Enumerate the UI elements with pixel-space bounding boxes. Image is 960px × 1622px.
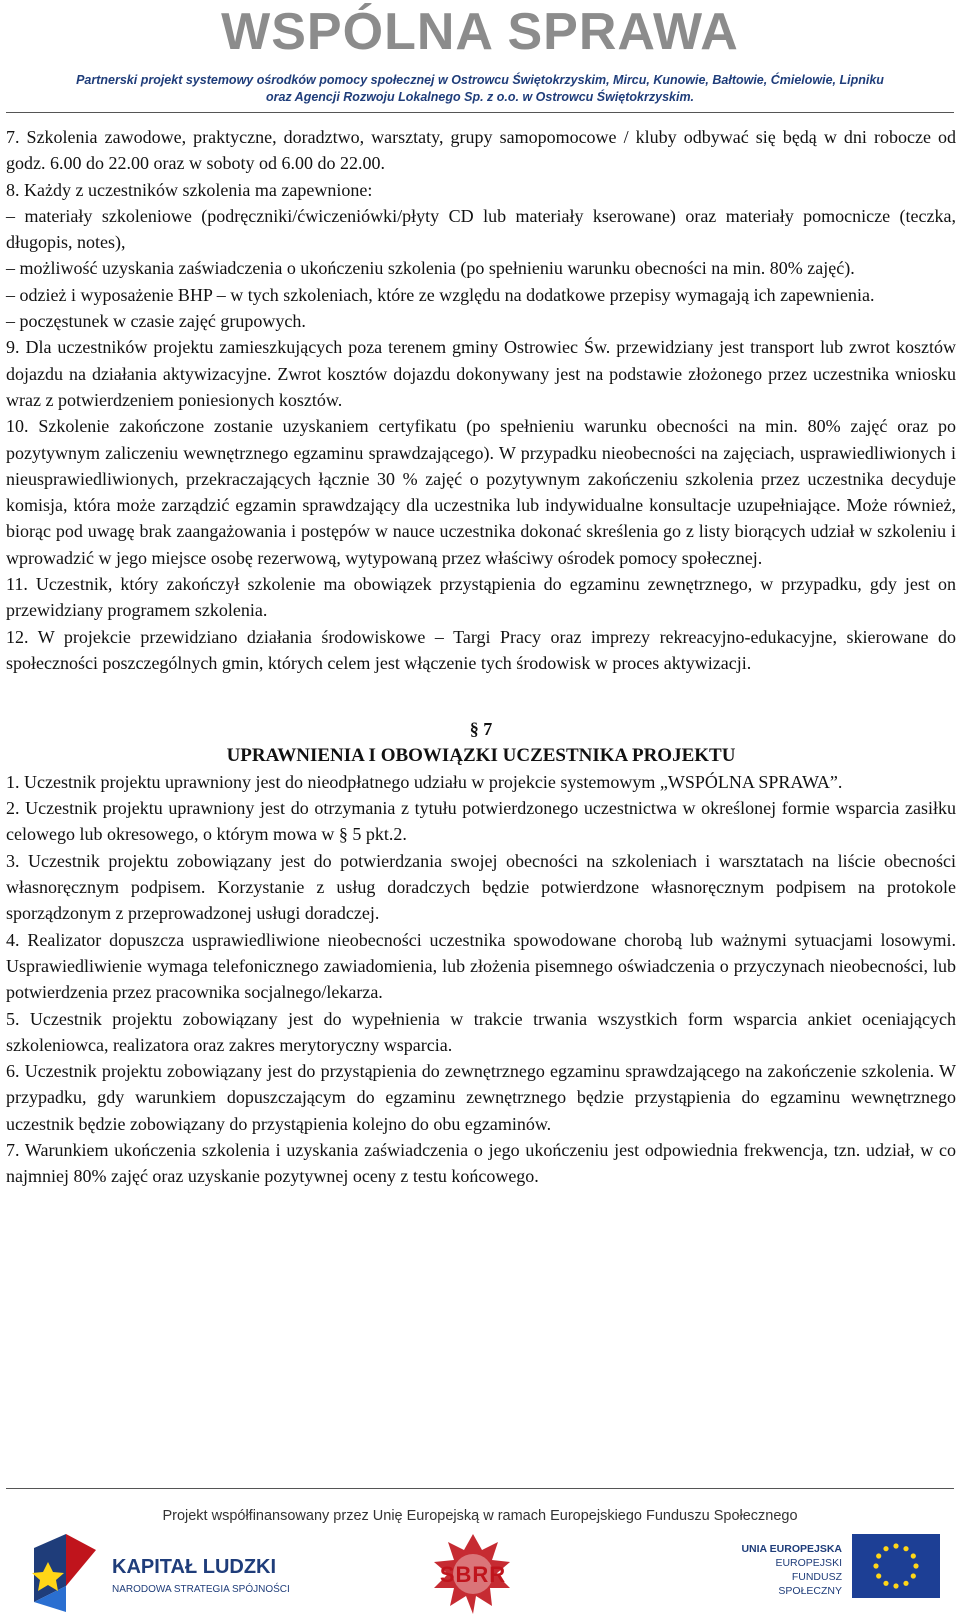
- list-item: – odzież i wyposażenie BHP – w tych szkoleniach, które ze względu na dodatkowe przepisy wymagają ich zapewnienia.: [6, 284, 875, 305]
- sbrr-logo: [418, 1530, 528, 1616]
- paragraph: 11. Uczestnik, który zakończył szkolenie ma obowiązek przystąpienia do egzaminu zewnętrznego, w przypadku, gdy jest on przewidziany programem szkolenia.: [6, 574, 956, 621]
- list-item: – materiały szkoleniowe (podręczniki/ćwiczeniówki/płyty CD lub materiały kserowane) oraz materiały pomocnicze (teczka, długopis, notes),: [6, 205, 956, 253]
- header-divider: [6, 112, 954, 113]
- paragraph: 10. Szkolenie zakończone zostanie uzyskaniem certyfikatu (po spełnieniu warunku obecności na min. 80% zajęć oraz po pozytywnym zaliczeniu wewnętrznego egzaminu sprawdzającego). W przypadku nieobecności na zajęciach, usprawiedliwionych i nieusprawiedliwionych, przekraczających łącznie 30 % zajęć o pozytywnym zakończeniu szkolenia przez uczestnika decyduje komisja, która może zarządzić egzamin sprawdzający dla uczestnika lub indywidualne konsultacje uzupełniające. Może również, biorąc pod uwagę brak zaangażowania i postępów w nauce uczestnika dokonać skreślenia go z listy biorących udział w szkoleniu i wprowadzić w jego miejsce osobę rezerwową, wytypowaną przez właściwy ośrodek pomocy społecznej.: [6, 416, 956, 568]
- partner-line-2: oraz Agencji Rozwoju Lokalnego Sp. z o.o. w Ostrowcu Świętokrzyskim.: [265, 90, 695, 104]
- document-body: [6, 124, 956, 1190]
- paragraph: 7. Szkolenia zawodowe, praktyczne, doradztwo, warsztaty, grupy samopomocowe / kluby odbywać się będą w dni robocze od godz. 6.00 do 22.00 oraz w soboty od 6.00 do 22.00.: [6, 127, 956, 174]
- paragraph: 5. Uczestnik projektu zobowiązany jest do wypełnienia w trakcie trwania wszystkich form wsparcia ankiet oceniających szkoleniowca, realizatora oraz zakres merytoryczny wsparcia.: [6, 1008, 956, 1055]
- eu-logo: [730, 1534, 940, 1614]
- kapital-ludzki-icon: [26, 1528, 106, 1616]
- kapital-ludzki-logo: [26, 1528, 296, 1616]
- kapital-ludzki-title: KAPITAŁ LUDZKI: [112, 1556, 277, 1578]
- paragraph: 6. Uczestnik projektu zobowiązany jest do przystąpienia do zewnętrznego egzaminu sprawdzającego na zakończenie szkolenia. W przypadku, gdy warunkiem dopuszczającym do egzaminu zewnętrznego będzie przystąpienia do egzaminu wewnętrznego uczestnik będzie zobowiązany do przystąpienia kolejno do obu egzaminów.: [6, 1061, 956, 1134]
- partner-line-1: Partnerski projekt systemowy ośrodków pomocy społecznej w Ostrowcu Świętokrzyskim, Mircu, Kunowie, Bałtowie, Ćmielowie, Lipniku: [76, 73, 884, 87]
- list-item: – możliwość uzyskania zaświadczenia o ukończeniu szkolenia (po spełnieniu warunku obecności na min. 80% zajęć).: [6, 258, 855, 279]
- section-number: § 7: [469, 719, 493, 740]
- paragraph: 1. Uczestnik projektu uprawniony jest do nieodpłatnego udziału w projekcie systemowym „WSPÓLNA SPRAWA”.: [6, 771, 843, 792]
- paragraph: 4. Realizator dopuszcza usprawiedliwione nieobecności uczestnika spowodowane chorobą lub ważnymi sytuacjami losowymi. Usprawiedliwienie wymaga telefonicznego zawiadomienia, lub złożenia pisemnego oświadczenia o przyczynach nieobecności, lub potwierdzenia przez pracownika socjalnego/lekarza.: [6, 929, 956, 1003]
- paragraph: 2. Uczestnik projektu uprawniony jest do otrzymania z tytułu potwierdzonego uczestnictwa w określonej formie wsparcia zasiłku celowego lub okresowego, o którym mowa w § 5 pkt.2.: [6, 798, 956, 845]
- paragraph: 12. W projekcie przewidziano działania środowiskowe – Targi Pracy oraz imprezy rekreacyjno-edukacyjne, skierowane do społeczności poszczególnych gmin, których celem jest włączenie tych środowisk w proces aktywizacji.: [6, 626, 956, 673]
- sbrr-label: SBRR: [439, 1562, 507, 1587]
- paragraph: 3. Uczestnik projektu zobowiązany jest do potwierdzania swojej obecności na szkoleniach i warsztatach na liście obecności własnoręcznym podpisem. Korzystanie z usług doradczych będzie potwierdzone własnoręcznym podpisem na protokole sporządzonym z przeprowadzonej usługi doradczej.: [6, 850, 956, 924]
- eu-line-2: EUROPEJSKI: [775, 1557, 842, 1569]
- eu-line-1: UNIA EUROPEJSKA: [741, 1543, 842, 1555]
- kapital-ludzki-subtitle: NARODOWA STRATEGIA SPÓJNOŚCI: [112, 1584, 290, 1595]
- paragraph: 9. Dla uczestników projektu zamieszkujących poza terenem gminy Ostrowiec Św. przewidziany jest transport lub zwrot kosztów dojazdu na działania aktywizacyjne. Zwrot kosztów dojazdu dokonywany jest na podstawie złożonego przez uczestnika wniosku wraz z potwierdzeniem poniesionych kosztów.: [6, 337, 956, 410]
- eu-text: [730, 1542, 842, 1598]
- paragraph: 7. Warunkiem ukończenia szkolenia i uzyskania zaświadczenia o jego ukończeniu jest odpowiednia frekwencja, tzn. udział, w co najmniej 80% zajęć oraz uzyskanie pozytywnej oceny z testu końcowego.: [6, 1139, 956, 1187]
- section-gap: [6, 676, 956, 716]
- list-item: – poczęstunek w czasie zajęć grupowych.: [6, 311, 306, 332]
- section-title: UPRAWNIENIA I OBOWIĄZKI UCZESTNIKA PROJEKTU: [226, 744, 736, 766]
- eu-line-3: FUNDUSZ SPOŁECZNY: [778, 1571, 842, 1597]
- paragraph: 8. Każdy z uczestników szkolenia ma zapewnione:: [6, 179, 373, 200]
- page-header: [0, 0, 960, 115]
- eu-flag-icon: [852, 1534, 940, 1598]
- cofinance-note: Projekt współfinansowany przez Unię Europejską w ramach Europejskiego Funduszu Społecznego: [162, 1508, 798, 1524]
- brand-title: WSPÓLNA SPRAWA: [221, 3, 739, 61]
- footer-divider: [6, 1488, 954, 1489]
